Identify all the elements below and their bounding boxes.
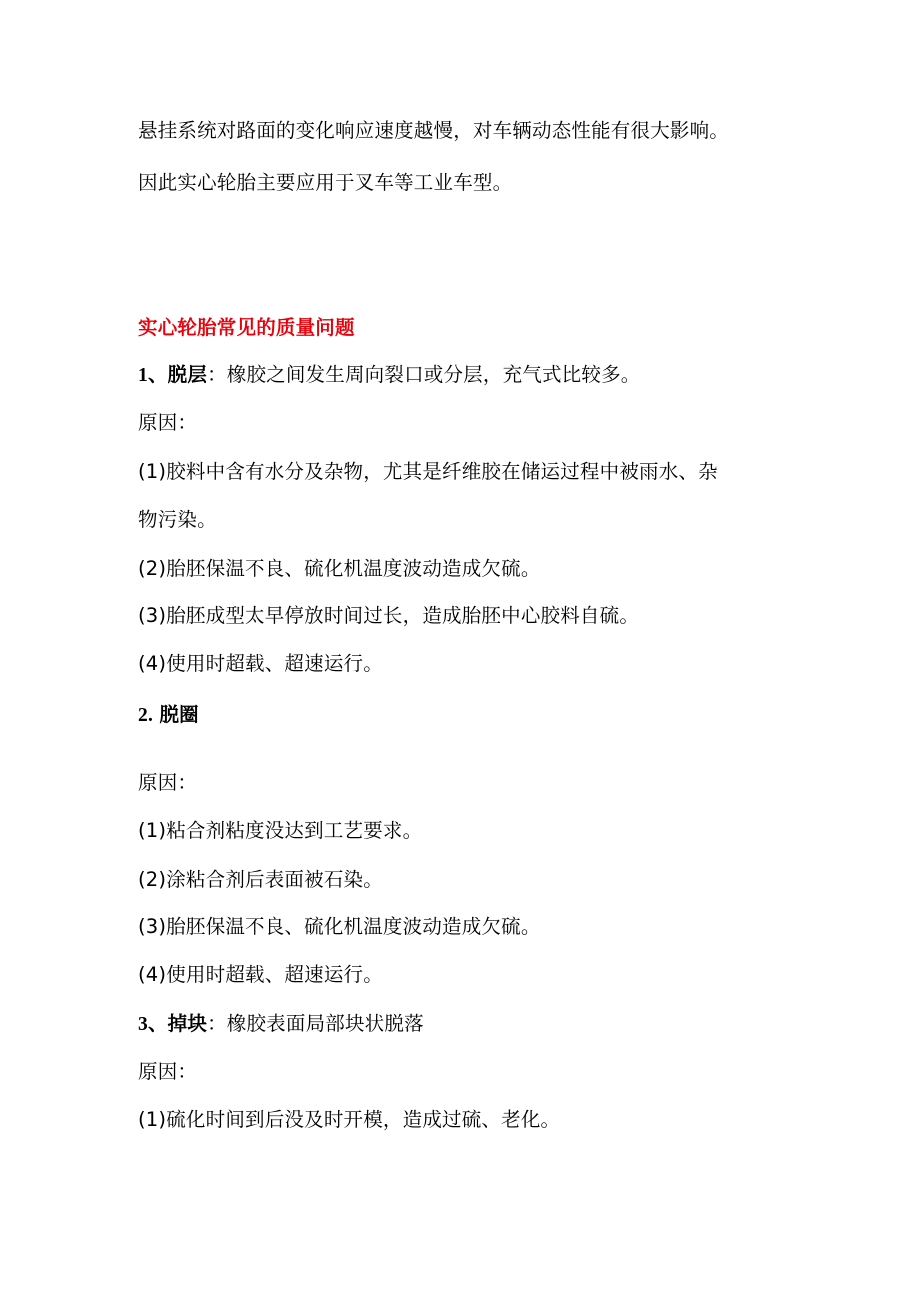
item-3-separator: 、 xyxy=(147,1012,168,1035)
intro-line-1: 悬挂系统对路面的变化响应速度越慢，对车辆动态性能有很大影响。 xyxy=(138,119,730,142)
item-2-reason-1: (1)粘合剂粘度没达到工艺要求。 xyxy=(138,819,423,842)
item-2-title: 脱圈 xyxy=(159,703,199,726)
item-3-heading xyxy=(138,1012,424,1037)
item-1-reason-2: (2)胎胚保温不良、硫化机温度波动造成欠硫。 xyxy=(138,557,541,580)
item-3-number: 3 xyxy=(138,1014,148,1035)
item-3-reason-label: 原因： xyxy=(138,1060,198,1083)
item-2-number: 2. xyxy=(138,705,154,726)
item-1-separator: 、 xyxy=(147,363,168,386)
item-1-reason-label: 原因： xyxy=(138,411,198,434)
item-3-title: 掉块 xyxy=(167,1012,208,1035)
item-1-description: ：橡胶之间发生周向裂口或分层，充气式比较多。 xyxy=(207,363,641,386)
intro-line-2: 因此实心轮胎主要应用于叉车等工业车型。 xyxy=(138,171,513,194)
item-2-reason-4: (4)使用时超载、超速运行。 xyxy=(138,963,383,986)
item-1-heading xyxy=(138,363,640,388)
item-2-reason-3: (3)胎胚保温不良、硫化机温度波动造成欠硫。 xyxy=(138,915,541,938)
item-3-description: ：橡胶表面局部块状脱落 xyxy=(207,1012,424,1035)
item-1-reason-4: (4)使用时超载、超速运行。 xyxy=(138,652,383,675)
item-1-reason-1a: (1)胶料中含有水分及杂物，尤其是纤维胶在储运过程中被雨水、杂 xyxy=(138,460,718,483)
item-1-number: 1 xyxy=(138,365,148,386)
item-1-title: 脱层 xyxy=(167,363,208,386)
item-2-heading xyxy=(138,703,199,728)
item-1-reason-1b: 物污染。 xyxy=(138,508,217,531)
item-2-reason-2: (2)涂粘合剂后表面被石染。 xyxy=(138,868,383,891)
section-title: 实心轮胎常见的质量问题 xyxy=(138,316,355,339)
item-1-reason-3: (3)胎胚成型太早停放时间过长，造成胎胚中心胶料自硫。 xyxy=(138,604,640,627)
item-3-reason-1: (1)硫化时间到后没及时开模，造成过硫、老化。 xyxy=(138,1108,561,1131)
item-2-reason-label: 原因： xyxy=(138,771,198,794)
